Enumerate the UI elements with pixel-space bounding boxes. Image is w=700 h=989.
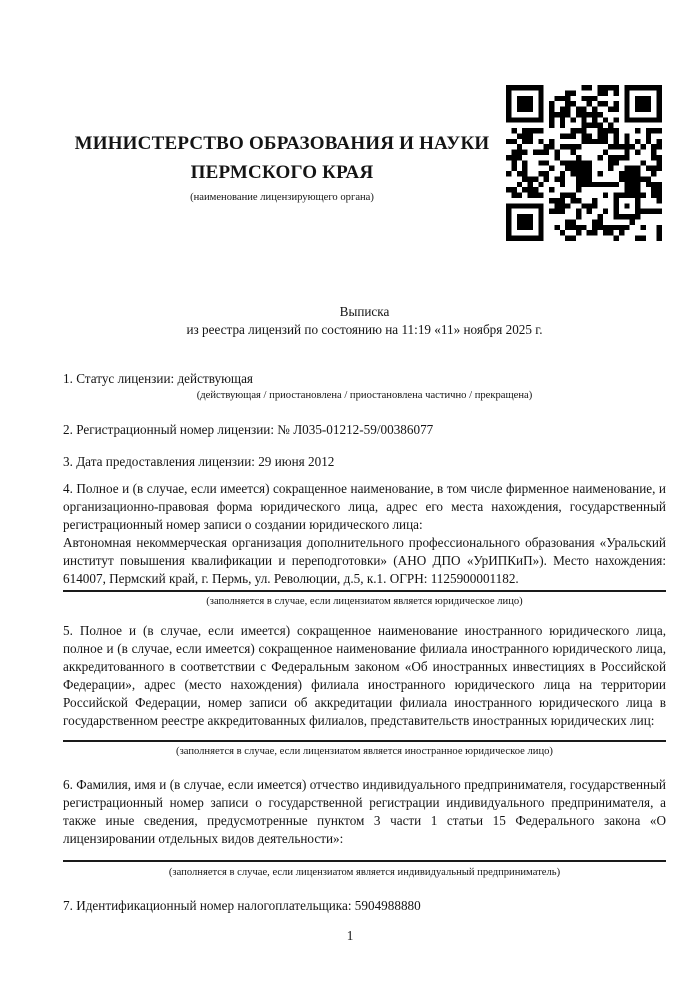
item-4-legal-entity-value: Автономная некоммерческая организация дополнительного профессионального образования «Уральский институт повышения квалификации и переподготовки» (АНО ДПО «УрИПКиП»). Место нахождения: 614007, Пермский край, г. Пермь, ул. Революции, д.5, к.1. ОГРН: 1125900001182. xyxy=(63,535,666,586)
item-5-foreign-entity-label: 5. Полное и (в случае, если имеется) сокращенное наименование иностранного юридического лица, полное и (в случае, если имеется) сокращенное наименование филиала иностранного юридического лица, аккредитованного в соответствии с Федеральным законом «Об иностранных инвестициях в Российской Федерации», адрес (место нахождения) филиала иностранного юридического лица на территории Российской Федерации, номер записи об аккредитации филиала иностранного юридического лица в государственном реестре аккредитованных филиалов, представительств иностранных юридических лиц: xyxy=(63,623,666,728)
item-3-grant-date: 3. Дата предоставления лицензии: 29 июня 2012 xyxy=(63,454,335,469)
page-number: 1 xyxy=(346,928,354,943)
item-1-note: (действующая / приостановлена / приостановлена частично / прекращена) xyxy=(196,390,533,401)
item-4-fill-line xyxy=(63,590,666,592)
item-6-note: (заполняется в случае, если лицензиатом является индивидуальный предприниматель) xyxy=(168,867,561,878)
document-title-line1: Выписка xyxy=(339,304,390,319)
item-4-note: (заполняется в случае, если лицензиатом является юридическое лицо) xyxy=(206,596,523,607)
item-2-registration-number: 2. Регистрационный номер лицензии: № Л035-01212-59/00386077 xyxy=(63,422,434,437)
qr-code-icon xyxy=(506,85,662,241)
item-5-note: (заполняется в случае, если лицензиатом является иностранное юридическое лицо) xyxy=(176,746,553,757)
authority-name-caption: (наименование лицензирующего органа) xyxy=(190,192,374,203)
item-6-entrepreneur-label: 6. Фамилия, имя и (в случае, если имеется) отчество индивидуального предпринимателя, государственный регистрационный номер записи о государственной регистрации индивидуального предпринимателя, а также иные сведения, предусмотренные пунктом 3 части 1 статьи 15 Федерального закона «О лицензировании отдельных видов деятельности»: xyxy=(63,777,666,846)
item-7-taxpayer-number: 7. Идентификационный номер налогоплательщика: 5904988880 xyxy=(63,898,421,913)
authority-name-line1: МИНИСТЕРСТВО ОБРАЗОВАНИЯ И НАУКИ xyxy=(74,133,490,154)
item-4-legal-entity-label: 4. Полное и (в случае, если имеется) сокращенное наименование, в том числе фирменное наименование, и организационно-правовая форма юридического лица, адрес его места нахождения, государственный регистрационный номер записи о создании юридического лица: xyxy=(63,481,666,532)
item-1-license-status: 1. Статус лицензии: действующая xyxy=(63,371,254,386)
item-6-fill-line xyxy=(63,860,666,862)
document-title xyxy=(63,303,666,339)
item-5-fill-line xyxy=(63,740,666,742)
licensing-authority-header xyxy=(0,129,564,204)
document-title-line2: из реестра лицензий по состоянию на 11:19 «11» ноября 2025 г. xyxy=(186,322,543,337)
authority-name-line2: ПЕРМСКОГО КРАЯ xyxy=(190,162,374,183)
